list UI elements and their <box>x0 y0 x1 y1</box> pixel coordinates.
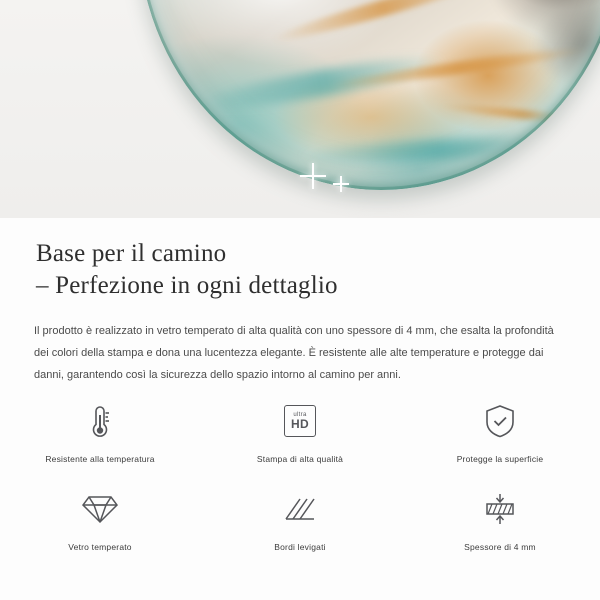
feature-label: Vetro temperato <box>68 542 132 552</box>
diamond-icon <box>81 486 119 532</box>
description-paragraph: Il prodotto è realizzato in vetro temperato di alta qualità con uno spessore di 4 mm, che esalta la profondità dei colori della stampa e dona una lucentezza elegante. È resistente alle alte temperature e protegge dai danni, garantendo così la sicurezza dello spazio intorno al camino per anni. <box>34 325 554 381</box>
feature-item-temperature <box>0 390 200 464</box>
feature-item-print-quality <box>200 390 400 464</box>
feature-label: Resistente alla temperatura <box>45 454 155 464</box>
feature-label: Stampa di alta qualità <box>256 454 344 464</box>
feature-grid <box>0 390 600 552</box>
headline-line-2: – Perfezione in ogni dettaglio <box>36 272 338 299</box>
headline-line-1: Base per il camino <box>36 240 227 267</box>
feature-item-thickness <box>400 478 600 552</box>
ultra-hd-small-text: ultra <box>293 412 307 418</box>
page-title <box>0 218 600 302</box>
shield-check-icon <box>483 398 517 444</box>
feature-label: Bordi levigati <box>274 542 326 552</box>
text-content <box>0 218 600 386</box>
feature-label: Spessore di 4 mm <box>464 542 536 552</box>
ultra-hd-icon <box>284 398 316 444</box>
thermometer-icon <box>85 398 115 444</box>
feature-item-polished-edges <box>200 478 400 552</box>
feature-item-surface-protection <box>400 390 600 464</box>
feature-item-tempered-glass <box>0 478 200 552</box>
ultra-hd-big-text: HD <box>291 417 309 431</box>
glass-plate-product <box>138 0 600 190</box>
thickness-arrows-icon <box>482 486 518 532</box>
polished-edges-icon <box>283 486 317 532</box>
hero-image <box>0 0 600 218</box>
feature-label: Protegge la superficie <box>456 454 544 464</box>
